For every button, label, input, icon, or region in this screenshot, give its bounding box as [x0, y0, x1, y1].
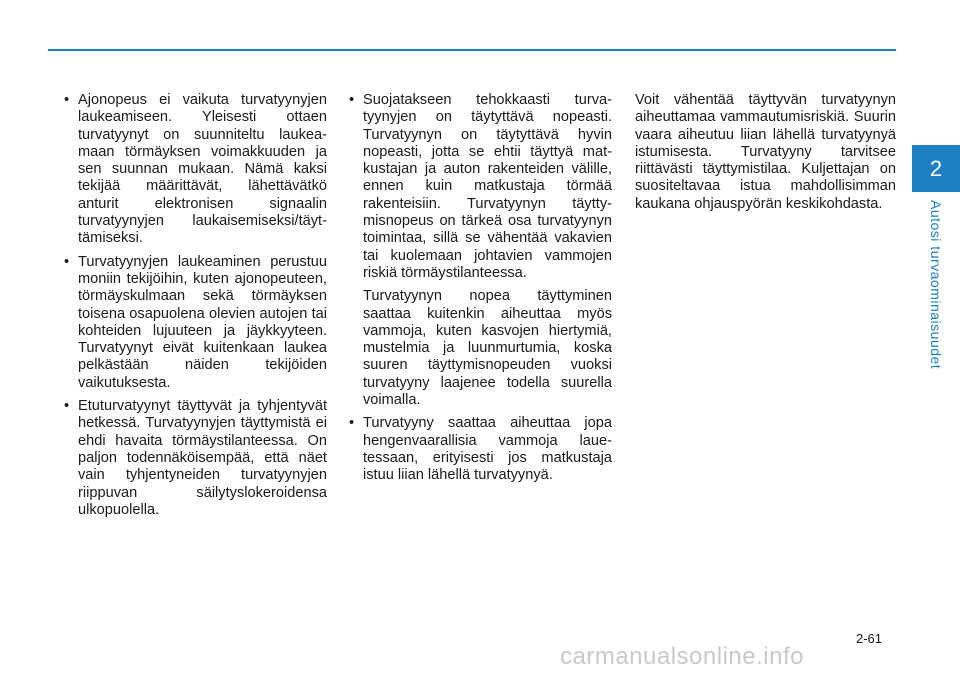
text-column-3: [635, 92, 896, 219]
chapter-title-text: Autosi turvaominaisuudet: [928, 200, 944, 370]
bullet-item: • Turvatyyny saattaa aiheuttaa jopa hengenvaarallisia vammoja lauetessaan, erityisesti jos matkustaja istuu liian lähellä turvatyynyä.: [347, 415, 612, 484]
bullet-item: • Turvatyynyjen laukeaminen perustuu moniin tekijöihin, kuten ajonopeuteen, törmäyskulmaan sekä törmäyksen toisena osapuolena olevien autojen tai kohteiden lujuuteen ja jäykkyyteen. Turvatyynyt eivät kuitenkaan laukea pelkästään näiden tekijöiden vaikutuksesta.: [62, 254, 327, 392]
bullet-item: • Etuturvatyynyt täyttyvät ja tyhjentyvät hetkessä. Turvatyynyjen täyttymistä ei ehdi havaita törmäystilanteessa. On paljon todennäköisempää, että näet vain tyhjentyneiden turvatyynyjen riippuvan säilytyslokeroidensa ulkopuolella.: [62, 398, 327, 519]
watermark: carmanualsonline.info: [560, 643, 804, 670]
header-rule: [48, 49, 896, 51]
text-column-1: [62, 92, 327, 525]
bullet-continuation-paragraph: Turvatyynyn nopea täyttyminen saattaa kuitenkin aiheuttaa myös vammoja, kuten kasvojen hiertymiä, mustelmia ja luunmurtumia, koska suuren täyttymisnopeuden vuoksi turvatyyny laajenee todella suurella voimalla.: [363, 288, 612, 409]
page-number: 2-61: [856, 631, 883, 646]
bullet-item: • Ajonopeus ei vaikuta turvatyynyjen laukeamiseen. Yleisesti ottaen turvatyynyt on suunniteltu laukeamaan törmäyksen voimakkuuden ja sen suunnan mukaan. Nämä kaksi tekijää määrittävät, lähettävätkö anturit elektronisen signaalin turvatyynyjen laukaisemiseksi/täyttämiseksi.: [62, 92, 327, 248]
bullet-item: • Suojatakseen tehokkaasti turvatyynyjen on täytyttävä nopeasti. Turvatyynyn on täytyttävä hyvin nopeasti, jotta se ehtii täyttyä matkustajan ja auton rakenteiden välille, ennen kuin matkustaja törmää rakenteisiin. Turvatyynyn täyttymisnopeus on tärkeä osa turvatyynyn toimintaa, sillä se vähentää vakavien tai kuolemaan johtavien vammojen riskiä törmäystilanteessa.: [347, 92, 612, 282]
body-paragraph: Voit vähentää täyttyvän turvatyynyn aiheuttamaa vammautumisriskiä. Suurin vaara aiheutuu liian lähellä turvatyynyä istumisesta. Turvatyyny tarvitsee riittävästi täyttymistilaa. Kuljettajan on suositeltavaa istua mahdollisimman kaukana ohjauspyörän keskikohdasta.: [635, 92, 896, 212]
chapter-number-tab: 2: [912, 145, 960, 192]
text-column-2: [347, 92, 612, 491]
